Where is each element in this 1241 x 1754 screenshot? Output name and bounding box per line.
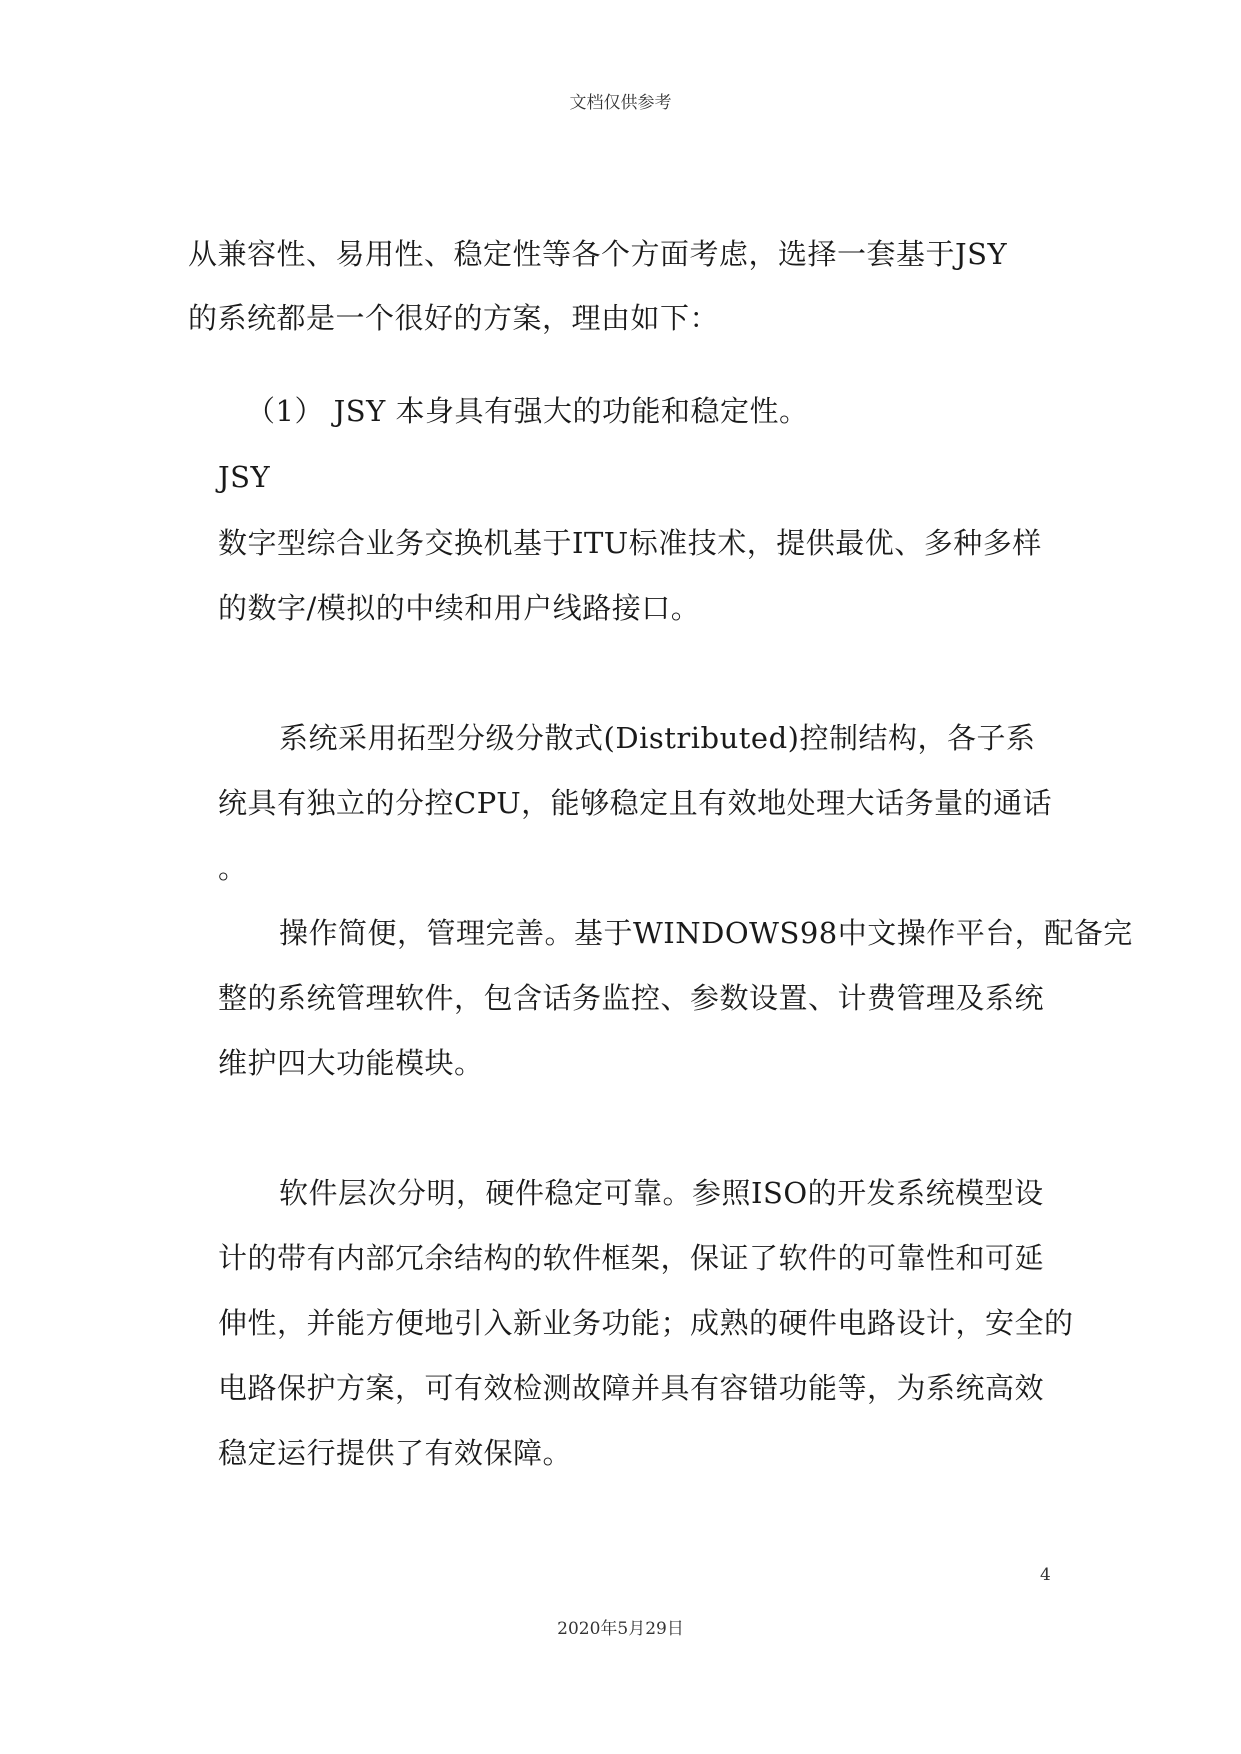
paragraph-6-line-3: 伸性，并能方便地引入新业务功能；成熟的硬件电路设计，安全的 [218, 1306, 1074, 1340]
list-item-1: （1） JSY 本身具有强大的功能和稳定性。 [246, 394, 809, 428]
paragraph-6-line-5: 稳定运行提供了有效保障。 [218, 1436, 573, 1470]
paragraph-1-line-2: 的系统都是一个很好的方案，理由如下： [188, 301, 720, 335]
paragraph-6-line-2: 计的带有内部冗余结构的软件框架，保证了软件的可靠性和可延 [218, 1241, 1045, 1275]
page-footer-date: 2020年5月29日 [557, 1619, 684, 1639]
paragraph-1-line-1: 从兼容性、易用性、稳定性等各个方面考虑，选择一套基于JSY [188, 237, 1008, 271]
paragraph-4-line-2: 统具有独立的分控CPU，能够稳定且有效地处理大话务量的通话 [218, 786, 1053, 820]
page-number: 4 [1040, 1565, 1051, 1585]
page-header: 文档仅供参考 [569, 93, 672, 113]
paragraph-6-line-4: 电路保护方案，可有效检测故障并具有容错功能等，为系统高效 [218, 1371, 1045, 1405]
paragraph-3-line-2: 数字型综合业务交换机基于ITU标准技术，提供最优、多种多样 [218, 526, 1042, 560]
paragraph-4-line-3: 。 [218, 851, 248, 885]
paragraph-5-line-1: 操作简便，管理完善。基于WINDOWS98中文操作平台，配备完 [279, 916, 1133, 950]
paragraph-3-line-3: 的数字/模拟的中续和用户线路接口。 [218, 591, 701, 625]
paragraph-5-line-3: 维护四大功能模块。 [218, 1046, 484, 1080]
paragraph-6-line-1: 软件层次分明，硬件稳定可靠。参照ISO的开发系统模型设 [279, 1176, 1044, 1210]
paragraph-5-line-2: 整的系统管理软件，包含话务监控、参数设置、计费管理及系统 [218, 981, 1045, 1015]
paragraph-4-line-1: 系统采用拓型分级分散式(Distributed)控制结构，各子系 [279, 721, 1036, 755]
paragraph-3-line-1: JSY [218, 460, 271, 494]
